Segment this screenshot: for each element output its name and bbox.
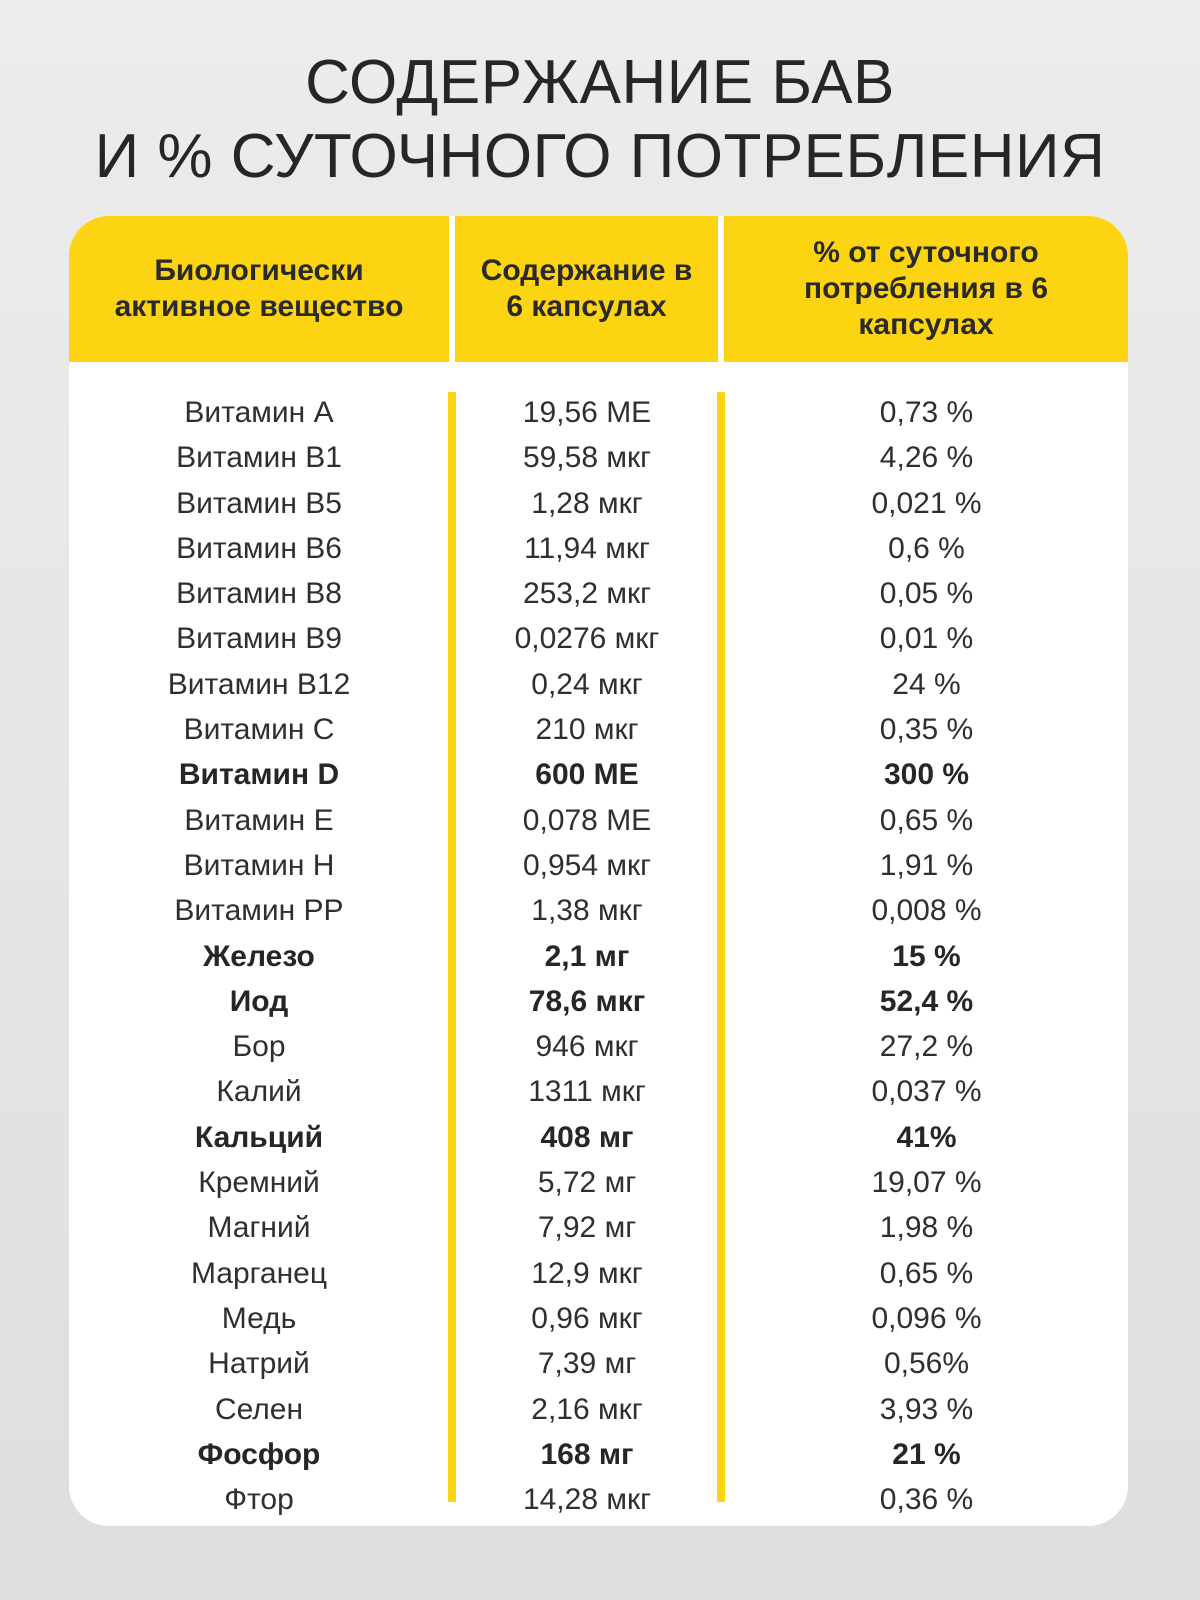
- table-row: [69, 1160, 1128, 1205]
- table-row: [69, 481, 1128, 526]
- page-title-line-1: СОДЕРЖАНИЕ БАВ: [305, 48, 895, 117]
- amount-cell: 14,28 мкг: [522, 1483, 652, 1517]
- substance-cell: Кальций: [194, 1120, 324, 1154]
- amount-cell: 78,6 мкг: [528, 984, 646, 1018]
- daily-percent-cell: 0,73 %: [879, 396, 974, 429]
- table-row: [69, 798, 1128, 843]
- daily-percent-cell: 0,36 %: [879, 1483, 974, 1517]
- table-row: [69, 979, 1128, 1024]
- substance-cell: Витамин D: [178, 758, 340, 792]
- table-row: [69, 1251, 1128, 1296]
- table-header: [69, 216, 1128, 362]
- amount-cell: 600 МЕ: [535, 758, 639, 792]
- daily-percent-cell: 1,98 %: [879, 1211, 974, 1245]
- daily-percent-cell: 0,56%: [883, 1347, 970, 1381]
- substance-cell: Кремний: [198, 1166, 320, 1200]
- amount-cell: 0,078 МЕ: [522, 803, 652, 837]
- table-row: [69, 1296, 1128, 1341]
- table-row: [69, 934, 1128, 979]
- substance-cell: Марганец: [190, 1256, 328, 1290]
- table-row: [69, 1432, 1128, 1477]
- substance-cell: Фтор: [224, 1483, 294, 1517]
- amount-cell: 12,9 мкг: [531, 1256, 643, 1290]
- daily-percent-cell: 1,91 %: [879, 848, 974, 882]
- substance-cell: Натрий: [208, 1347, 310, 1381]
- amount-cell: 5,72 мг: [537, 1166, 637, 1200]
- table-row: [69, 1341, 1128, 1386]
- table-row: [69, 1024, 1128, 1069]
- substance-cell: Медь: [221, 1301, 297, 1335]
- amount-cell: 210 мкг: [535, 713, 639, 747]
- table-row: [69, 662, 1128, 707]
- substance-cell: Витамин В12: [167, 667, 351, 701]
- daily-percent-cell: 0,021 %: [871, 486, 982, 520]
- substance-cell: Магний: [207, 1211, 311, 1245]
- daily-percent-cell: 0,008 %: [871, 894, 982, 928]
- daily-percent-cell: 0,037 %: [871, 1075, 982, 1109]
- table-row: [69, 1477, 1128, 1522]
- header-amount: Содержание в 6 капсулах: [455, 216, 718, 362]
- daily-percent-cell: 41%: [896, 1120, 957, 1154]
- daily-percent-cell: 3,93 %: [879, 1392, 974, 1426]
- substance-cell: Витамин В1: [176, 441, 342, 475]
- daily-percent-cell: 15 %: [892, 939, 961, 973]
- daily-percent-cell: 0,65 %: [879, 1256, 974, 1290]
- table-row: [69, 1387, 1128, 1432]
- substance-cell: Витамин В8: [176, 577, 342, 611]
- daily-percent-cell: 21 %: [892, 1437, 961, 1471]
- amount-cell: 7,39 мг: [537, 1347, 637, 1381]
- daily-percent-cell: 52,4 %: [879, 984, 974, 1018]
- daily-percent-cell: 0,65 %: [879, 803, 974, 837]
- daily-percent-cell: 0,096 %: [871, 1301, 982, 1335]
- amount-cell: 408 мг: [540, 1120, 634, 1154]
- header-substance: Биологически активное вещество: [69, 216, 449, 362]
- substance-cell: Витамин РР: [174, 894, 344, 928]
- amount-cell: 946 мкг: [535, 1030, 639, 1064]
- substance-cell: Селен: [214, 1392, 304, 1426]
- table-row: [69, 752, 1128, 797]
- table-body: [69, 390, 1128, 1522]
- table-row: [69, 888, 1128, 933]
- amount-cell: 0,24 мкг: [531, 667, 643, 701]
- substance-cell: Фосфор: [197, 1437, 321, 1471]
- table-row: [69, 571, 1128, 616]
- daily-percent-cell: 0,01 %: [879, 622, 974, 656]
- substance-cell: Калий: [216, 1075, 302, 1109]
- amount-cell: 0,96 мкг: [531, 1301, 643, 1335]
- amount-cell: 2,16 мкг: [531, 1392, 643, 1426]
- table-row: [69, 1205, 1128, 1250]
- table-row: [69, 616, 1128, 661]
- amount-cell: 0,0276 мкг: [514, 622, 660, 656]
- amount-cell: 7,92 мг: [537, 1211, 637, 1245]
- amount-cell: 1311 мкг: [528, 1075, 646, 1109]
- daily-percent-cell: 300 %: [883, 758, 970, 792]
- amount-cell: 11,94 мкг: [524, 531, 650, 565]
- table-row: [69, 1115, 1128, 1160]
- substance-cell: Витамин В9: [176, 622, 342, 656]
- amount-cell: 19,56 МЕ: [522, 396, 652, 429]
- substance-cell: Витамин В6: [176, 531, 342, 565]
- table-row: [69, 526, 1128, 571]
- amount-cell: 1,28 мкг: [531, 486, 643, 520]
- substance-cell: Железо: [203, 939, 315, 973]
- daily-percent-cell: 4,26 %: [879, 441, 974, 475]
- page-title-line-2: И % СУТОЧНОГО ПОТРЕБЛЕНИЯ: [94, 122, 1106, 191]
- substance-cell: Иод: [229, 984, 289, 1018]
- amount-cell: 168 мг: [540, 1437, 634, 1471]
- nutrient-table-card: [69, 216, 1128, 1526]
- table-row: [69, 390, 1128, 435]
- substance-cell: Витамин В5: [176, 486, 342, 520]
- table-row: [69, 1069, 1128, 1114]
- daily-percent-cell: 19,07 %: [871, 1166, 982, 1200]
- amount-cell: 0,954 мкг: [522, 848, 652, 882]
- substance-cell: Бор: [232, 1030, 286, 1064]
- substance-cell: Витамин Н: [183, 848, 335, 882]
- substance-cell: Витамин С: [183, 713, 335, 747]
- header-daily-percent: % от суточного потребления в 6 капсулах: [724, 216, 1128, 362]
- table-row: [69, 707, 1128, 752]
- amount-cell: 59,58 мкг: [522, 441, 652, 475]
- daily-percent-cell: 27,2 %: [879, 1030, 974, 1064]
- page-title: [0, 46, 1200, 194]
- substance-cell: Витамин Е: [184, 803, 334, 837]
- substance-cell: Витамин А: [184, 396, 334, 429]
- daily-percent-cell: 0,05 %: [879, 577, 974, 611]
- table-row: [69, 435, 1128, 480]
- amount-cell: 1,38 мкг: [531, 894, 643, 928]
- daily-percent-cell: 24 %: [892, 667, 961, 701]
- daily-percent-cell: 0,6 %: [888, 531, 965, 565]
- daily-percent-cell: 0,35 %: [879, 713, 974, 747]
- amount-cell: 253,2 мкг: [522, 577, 652, 611]
- table-row: [69, 843, 1128, 888]
- amount-cell: 2,1 мг: [544, 939, 630, 973]
